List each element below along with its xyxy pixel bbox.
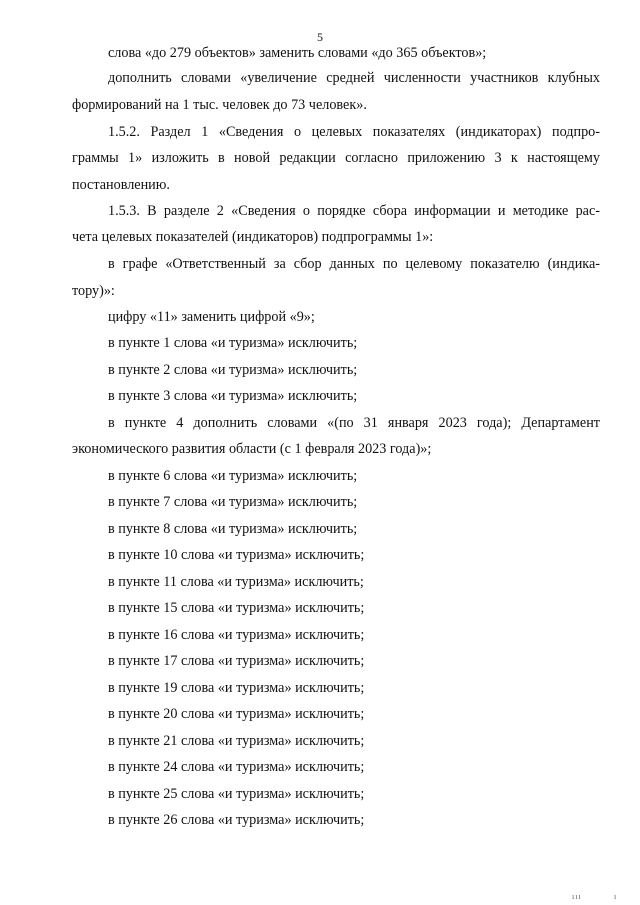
text-line: цифру «11» заменить цифрой «9»; [108, 309, 315, 325]
text-line: постановлению. [72, 177, 170, 193]
text-line: в пункте 4 дополнить словами «(по 31 января 2023 года); Департамент [108, 415, 600, 431]
text-line: в пункте 21 слова «и туризма» исключить; [108, 733, 365, 749]
text-line: в пункте 19 слова «и туризма» исключить; [108, 680, 365, 696]
text-line: в пункте 1 слова «и туризма» исключить; [108, 335, 358, 351]
text-line: в пункте 8 слова «и туризма» исключить; [108, 521, 358, 537]
text-line: в графе «Ответственный за сбор данных по целевому показателю (индика- [108, 256, 600, 272]
text-line: в пункте 15 слова «и туризма» исключить; [108, 600, 365, 616]
text-line: экономического развития области (с 1 февраля 2023 года)»; [72, 441, 432, 457]
text-line: в пункте 7 слова «и туризма» исключить; [108, 494, 358, 510]
text-line: в пункте 26 слова «и туризма» исключить; [108, 812, 365, 828]
footer-mark: ı [614, 892, 618, 901]
page-number: 5 [317, 30, 323, 44]
text-line: 1.5.2. Раздел 1 «Сведения о целевых показателях (индикаторах) подпро- [108, 124, 600, 140]
text-line: в пункте 24 слова «и туризма» исключить; [108, 759, 365, 775]
text-line: в пункте 6 слова «и туризма» исключить; [108, 468, 358, 484]
text-line: чета целевых показателей (индикаторов) подпрограммы 1»: [72, 229, 434, 245]
text-line: тору)»: [72, 283, 115, 299]
text-line: в пункте 3 слова «и туризма» исключить; [108, 388, 358, 404]
text-line: в пункте 10 слова «и туризма» исключить; [108, 547, 365, 563]
footer-mark: ııı [572, 892, 582, 901]
text-line: формирований на 1 тыс. человек до 73 человек». [72, 97, 367, 113]
text-line: в пункте 11 слова «и туризма» исключить; [108, 574, 364, 590]
text-line: дополнить словами «увеличение средней численности участников клубных [108, 70, 600, 86]
text-line: в пункте 25 слова «и туризма» исключить; [108, 786, 365, 802]
text-line: в пункте 16 слова «и туризма» исключить; [108, 627, 365, 643]
text-line: 1.5.3. В разделе 2 «Сведения о порядке сбора информации и методике рас- [108, 203, 600, 219]
text-line: в пункте 17 слова «и туризма» исключить; [108, 653, 365, 669]
text-line: в пункте 2 слова «и туризма» исключить; [108, 362, 358, 378]
text-line: граммы 1» изложить в новой редакции согласно приложению 3 к настоящему [72, 150, 600, 166]
text-line: слова «до 279 объектов» заменить словами «до 365 объектов»; [108, 45, 487, 61]
text-line: в пункте 20 слова «и туризма» исключить; [108, 706, 365, 722]
